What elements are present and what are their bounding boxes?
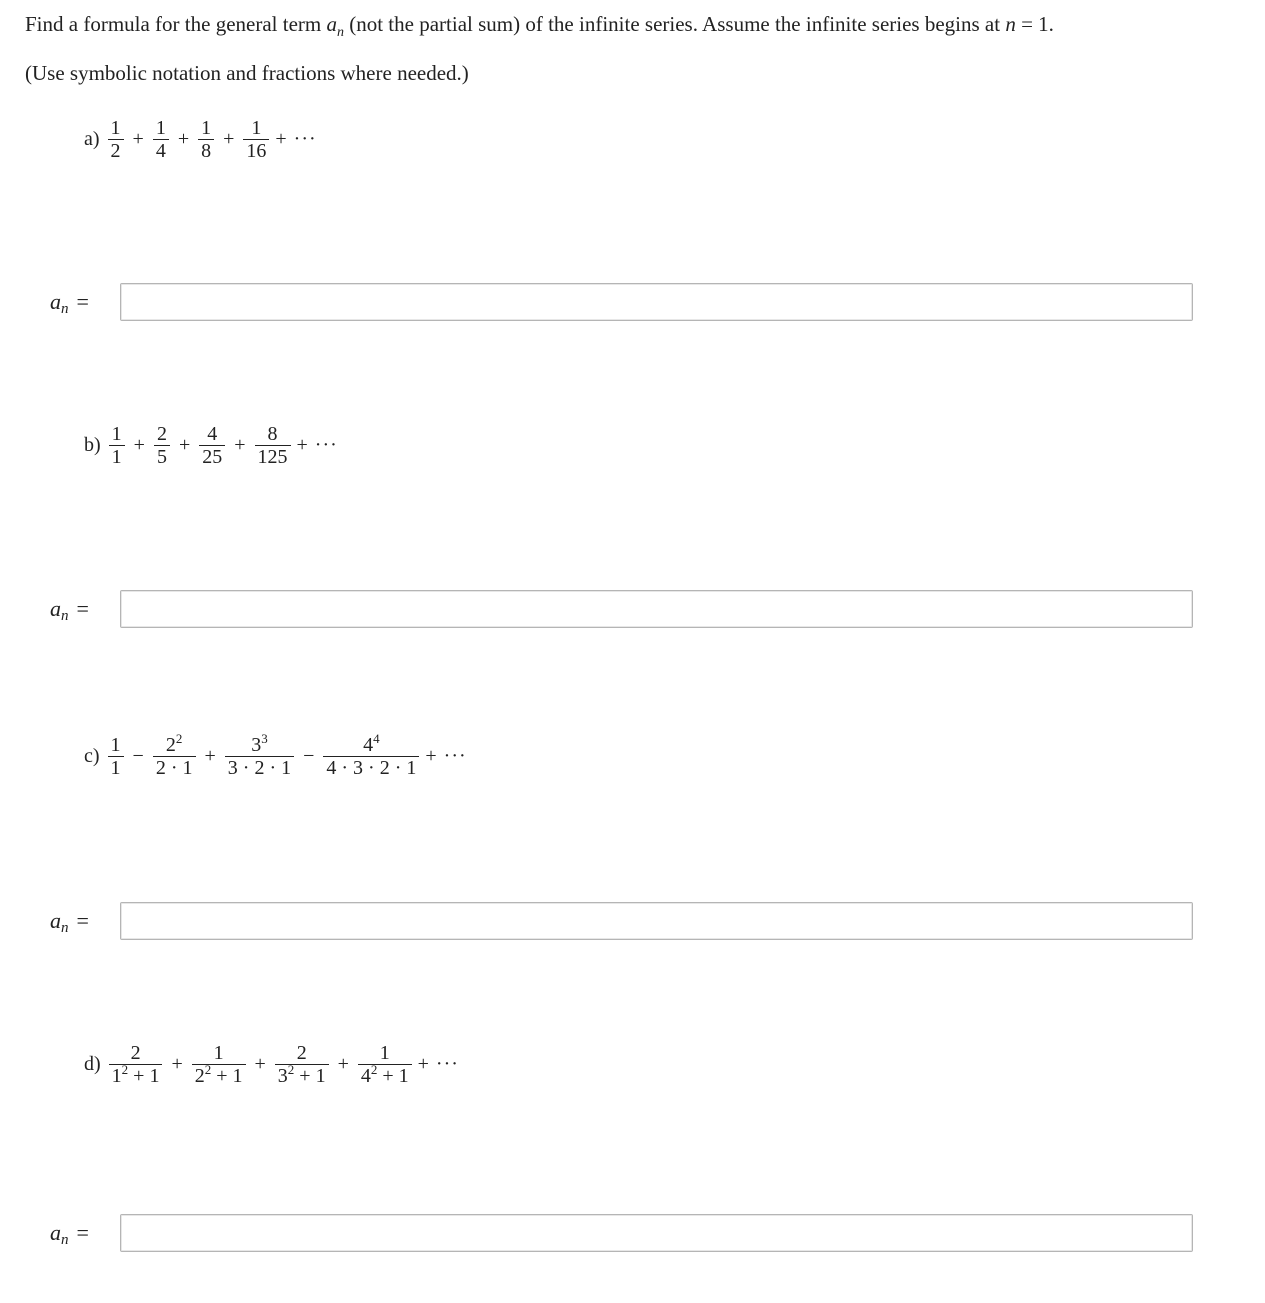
answer-input-d[interactable] (120, 1214, 1193, 1252)
ellipsis: + ··· (275, 128, 317, 150)
operator: + (204, 745, 216, 767)
label-sub: n (61, 301, 69, 317)
denominator: 1 (108, 756, 124, 779)
operator: − (303, 745, 315, 767)
numerator (248, 731, 271, 756)
part-label-d: d) (84, 1053, 101, 1075)
part-label-c: c) (84, 745, 100, 767)
term-c-3 (225, 731, 294, 779)
operator: − (132, 745, 144, 767)
label-a: a (50, 289, 61, 314)
numerator (360, 731, 383, 756)
numerator: 1 (379, 1042, 390, 1064)
operator: + (177, 128, 190, 150)
label-eq: = (76, 1220, 89, 1245)
denominator: 2 (108, 139, 124, 162)
answer-row-d (0, 1214, 1265, 1254)
question-instructions: (Use symbolic notation and fractions where needed.) (25, 61, 469, 85)
series-a (84, 117, 317, 162)
operator: + (178, 434, 191, 456)
answer-row-b (0, 590, 1265, 630)
num-base: 3 (251, 734, 262, 756)
operator: + (254, 1053, 266, 1075)
den-base: 3 (277, 1065, 288, 1087)
den-rest: + 1 (128, 1065, 160, 1087)
term-a-4 (243, 117, 269, 162)
term-a-3 (198, 117, 214, 162)
answer-label (50, 908, 89, 937)
label-sub: n (61, 920, 69, 936)
label-sub: n (61, 608, 69, 624)
den-rest: + 1 (294, 1065, 326, 1087)
question-prompt (25, 11, 1054, 46)
num-exponent: 3 (261, 731, 268, 746)
var-sub-n: n (336, 25, 344, 40)
denominator: 8 (198, 139, 214, 162)
num-exponent: 2 (175, 731, 183, 746)
denominator: 3 · 2 · 1 (225, 756, 294, 779)
prompt-text-2: (not the partial sum) of the infinite series. Assume the infinite series begins at (343, 12, 1006, 36)
numerator: 2 (296, 1042, 307, 1064)
term-d-3 (275, 1042, 329, 1087)
answer-row-a (0, 283, 1265, 323)
term-b-4 (255, 423, 291, 468)
term-b-1 (109, 423, 125, 468)
numerator: 2 (156, 423, 167, 445)
term-b-3 (199, 423, 225, 468)
label-a: a (50, 1220, 61, 1245)
denominator: 25 (199, 445, 225, 468)
numerator: 1 (110, 117, 121, 139)
answer-input-c[interactable] (120, 902, 1193, 940)
denominator: 4 (153, 139, 169, 162)
numerator: 1 (213, 1042, 224, 1064)
num-base: 4 (363, 734, 374, 756)
den-base: 1 (111, 1065, 122, 1087)
denominator (358, 1064, 412, 1087)
answer-label (50, 289, 89, 318)
ellipsis: + ··· (296, 434, 338, 456)
den-base: 2 (194, 1065, 205, 1087)
label-a: a (50, 596, 61, 621)
numerator (163, 731, 186, 756)
part-label-b: b) (84, 434, 101, 456)
operator: + (223, 128, 235, 150)
den-rest: + 1 (211, 1065, 243, 1087)
den-exponent: 2 (121, 1062, 129, 1077)
prompt-text-1: Find a formula for the general term (25, 12, 327, 36)
term-c-4 (323, 731, 419, 779)
denominator (109, 1064, 163, 1087)
term-d-1 (109, 1042, 163, 1087)
operator: + (337, 1053, 349, 1075)
numerator: 1 (110, 734, 121, 756)
denominator (192, 1064, 246, 1087)
term-c-1 (108, 734, 124, 779)
operator: + (234, 434, 246, 456)
operator: + (132, 128, 144, 150)
operator: + (133, 434, 145, 456)
label-sub: n (61, 1232, 69, 1248)
var-a: a (326, 12, 337, 36)
answer-label (50, 1220, 89, 1249)
den-exponent: 2 (287, 1062, 295, 1077)
denominator: 2 · 1 (153, 756, 196, 779)
answer-row-c (0, 902, 1265, 942)
den-rest: + 1 (377, 1065, 409, 1087)
answer-input-b[interactable] (120, 590, 1193, 628)
var-n: n (1005, 12, 1016, 36)
num-base: 2 (165, 734, 176, 756)
numerator: 1 (111, 423, 122, 445)
label-eq: = (76, 908, 89, 933)
denominator: 125 (255, 445, 291, 468)
label-a: a (50, 908, 61, 933)
den-exponent: 2 (204, 1062, 212, 1077)
label-eq: = (76, 289, 89, 314)
part-label-a: a) (84, 128, 100, 150)
numerator: 1 (251, 117, 262, 139)
den-exponent: 2 (370, 1062, 378, 1077)
term-d-2 (192, 1042, 246, 1087)
denominator: 1 (109, 445, 125, 468)
numerator: 1 (155, 117, 166, 139)
operator: + (171, 1053, 183, 1075)
series-d (84, 1042, 459, 1087)
ellipsis: + ··· (417, 1053, 459, 1075)
term-d-4 (358, 1042, 412, 1087)
num-exponent: 4 (373, 731, 380, 746)
answer-input-a[interactable] (120, 283, 1193, 321)
numerator: 4 (207, 423, 218, 445)
den-base: 4 (360, 1065, 371, 1087)
denominator: 16 (243, 139, 269, 162)
label-eq: = (76, 596, 89, 621)
series-c (84, 731, 467, 779)
term-b-2 (154, 423, 170, 468)
prompt-text-3: = 1. (1015, 12, 1054, 36)
denominator: 5 (154, 445, 170, 468)
term-c-2 (153, 731, 196, 779)
ellipsis: + ··· (425, 745, 467, 767)
answer-label (50, 596, 89, 625)
denominator: 4 · 3 · 2 · 1 (323, 756, 419, 779)
numerator: 8 (267, 423, 278, 445)
term-a-1 (108, 117, 124, 162)
numerator: 2 (130, 1042, 141, 1064)
series-b (84, 423, 338, 468)
term-a-2 (153, 117, 169, 162)
numerator: 1 (201, 117, 212, 139)
denominator (275, 1064, 329, 1087)
